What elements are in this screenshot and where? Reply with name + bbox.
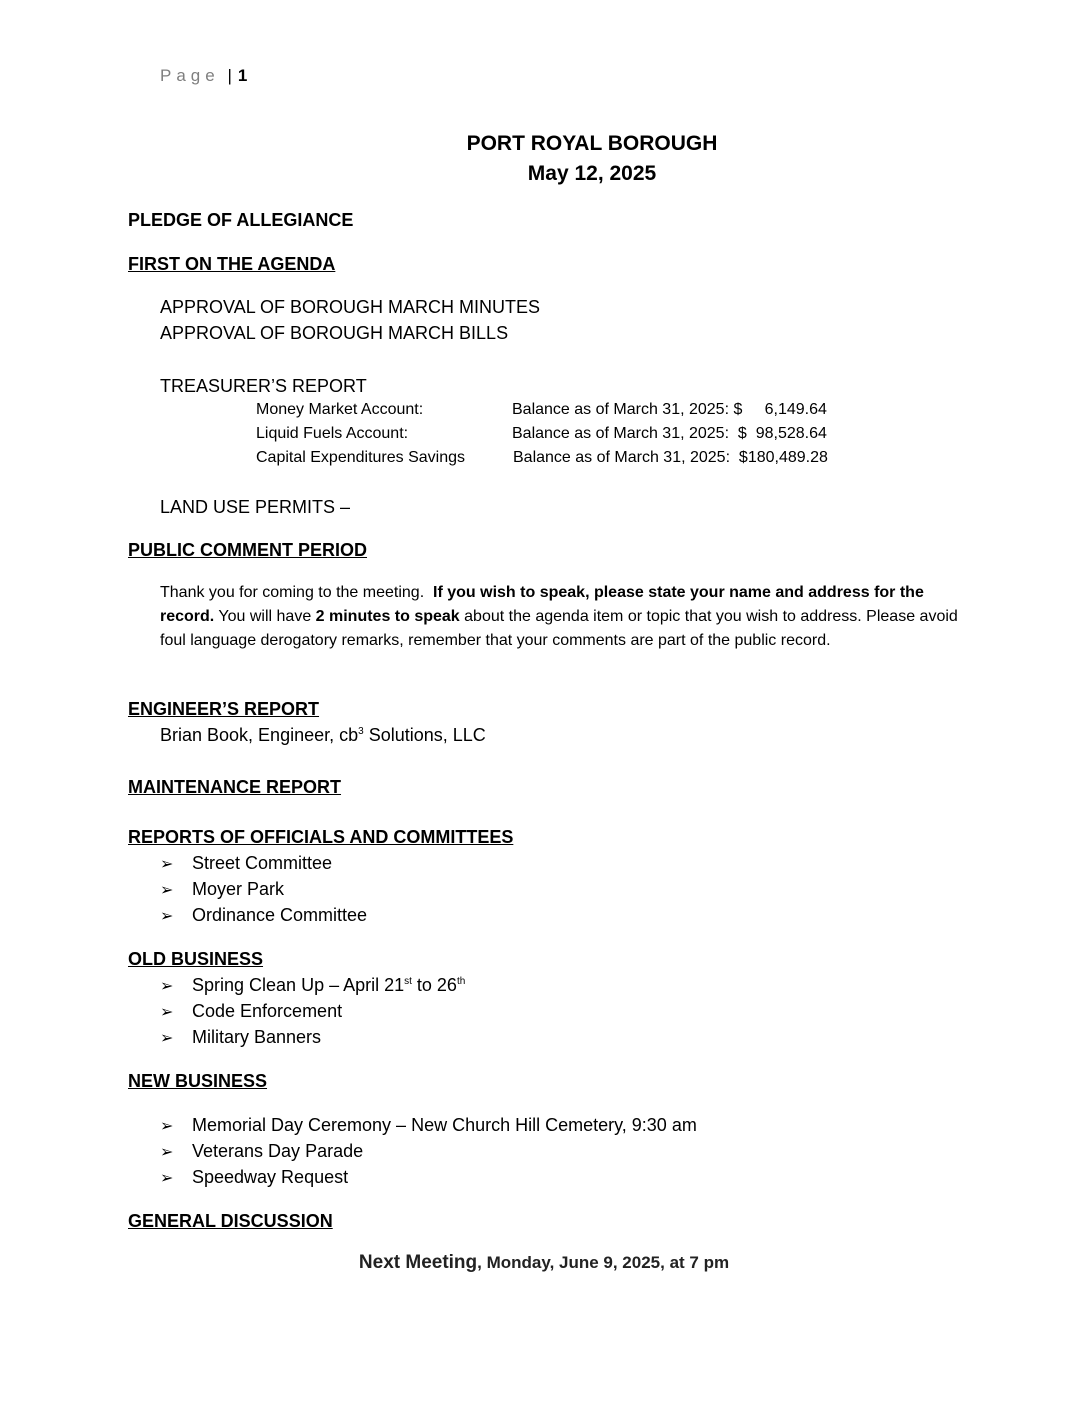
comment-text-bold-1: If you wish to speak, please state your name and address for the record. — [160, 584, 924, 625]
general-discussion-heading: GENERAL DISCUSSION — [128, 1211, 333, 1231]
spring-cleanup-text: Spring Clean Up – April 21 — [192, 975, 405, 995]
reports-heading: REPORTS OF OFFICIALS AND COMMITTEES — [128, 827, 514, 847]
old-business-heading: OLD BUSINESS — [128, 949, 264, 969]
engineer-name: Brian Book, Engineer, cb — [160, 725, 359, 745]
list-item-text: Moyer Park — [192, 879, 285, 899]
account-label-liquid-fuels: Liquid Fuels Account: — [256, 425, 409, 442]
account-label-capital: Capital Expenditures Savings — [256, 449, 466, 466]
treasurer-heading: TREASURER’S REPORT — [160, 376, 367, 396]
list-item — [160, 1027, 321, 1048]
next-meeting-label: Next Meeting — [358, 1252, 478, 1273]
land-use-permits: LAND USE PERMITS – — [160, 497, 351, 517]
comment-text-bold-2: 2 minutes to speak — [315, 608, 460, 625]
arrow-bullet-icon: ➢ — [160, 1004, 174, 1021]
agenda-item-bills: APPROVAL OF BOROUGH MARCH BILLS — [160, 323, 509, 343]
arrow-bullet-icon: ➢ — [160, 908, 174, 925]
arrow-bullet-icon: ➢ — [160, 1144, 174, 1161]
list-item — [160, 1167, 348, 1188]
page-number: 1 — [237, 66, 248, 85]
arrow-bullet-icon: ➢ — [160, 1030, 174, 1047]
ordinal-suffix: st — [404, 976, 412, 987]
page-separator: | — [227, 66, 232, 85]
pledge-heading: PLEDGE OF ALLEGIANCE — [128, 210, 354, 230]
page-word: Page — [160, 66, 220, 85]
list-item — [160, 975, 465, 996]
list-item-text: Ordinance Committee — [192, 905, 368, 925]
account-balance-liquid-fuels: Balance as of March 31, 2025: $ 98,528.64 — [512, 425, 827, 442]
list-item-text: Speedway Request — [192, 1167, 349, 1187]
engineer-superscript: 3 — [358, 726, 364, 737]
arrow-bullet-icon: ➢ — [160, 856, 174, 873]
new-business-heading: NEW BUSINESS — [128, 1071, 268, 1091]
arrow-bullet-icon: ➢ — [160, 1118, 174, 1135]
engineer-company: Solutions, LLC — [363, 725, 486, 745]
next-meeting — [0, 1252, 1088, 1274]
account-label-money-market: Money Market Account: — [256, 401, 424, 418]
document-title: PORT ROYAL BOROUGH — [466, 132, 718, 155]
account-balance-capital: Balance as of March 31, 2025: $180,489.28 — [513, 449, 828, 466]
list-item — [160, 853, 332, 874]
arrow-bullet-icon: ➢ — [160, 882, 174, 899]
list-item-text: Veterans Day Parade — [192, 1141, 364, 1161]
first-agenda-heading: FIRST ON THE AGENDA — [128, 254, 336, 274]
list-item-text: Code Enforcement — [192, 1001, 343, 1021]
ordinal-suffix: th — [456, 976, 466, 987]
list-item — [160, 1001, 342, 1022]
agenda-item-minutes: APPROVAL OF BOROUGH MARCH MINUTES — [160, 297, 541, 317]
list-item — [160, 905, 367, 926]
list-item — [160, 879, 284, 900]
maintenance-heading: MAINTENANCE REPORT — [128, 777, 342, 797]
list-item-text: Military Banners — [192, 1027, 322, 1047]
list-item-text: Memorial Day Ceremony – New Church Hill Cemetery, 9:30 am — [192, 1115, 697, 1135]
page-number-header — [160, 66, 247, 86]
list-item — [160, 1141, 363, 1162]
engineer-heading: ENGINEER’S REPORT — [128, 699, 320, 719]
document-date: May 12, 2025 — [527, 162, 657, 185]
account-balance-money-market: Balance as of March 31, 2025: $ 6,149.64 — [512, 401, 827, 418]
arrow-bullet-icon: ➢ — [160, 978, 174, 995]
arrow-bullet-icon: ➢ — [160, 1170, 174, 1187]
public-comment-paragraph — [160, 581, 970, 653]
list-item-text: Street Committee — [192, 853, 333, 873]
public-comment-heading: PUBLIC COMMENT PERIOD — [128, 540, 368, 560]
spring-cleanup-text-end: to 26 — [411, 975, 457, 995]
list-item — [160, 1115, 697, 1136]
comment-text-2: You will have — [214, 608, 316, 625]
comment-text-3: about the agenda item or topic that you wish to address. Please avoid foul language derogatory remarks, remember that your comments are part of the public record. — [160, 608, 958, 649]
comment-text-1: Thank you for coming to the meeting. — [160, 584, 434, 601]
next-meeting-details: , Monday, June 9, 2025, at 7 pm — [477, 1253, 730, 1272]
engineer-line — [160, 725, 486, 746]
